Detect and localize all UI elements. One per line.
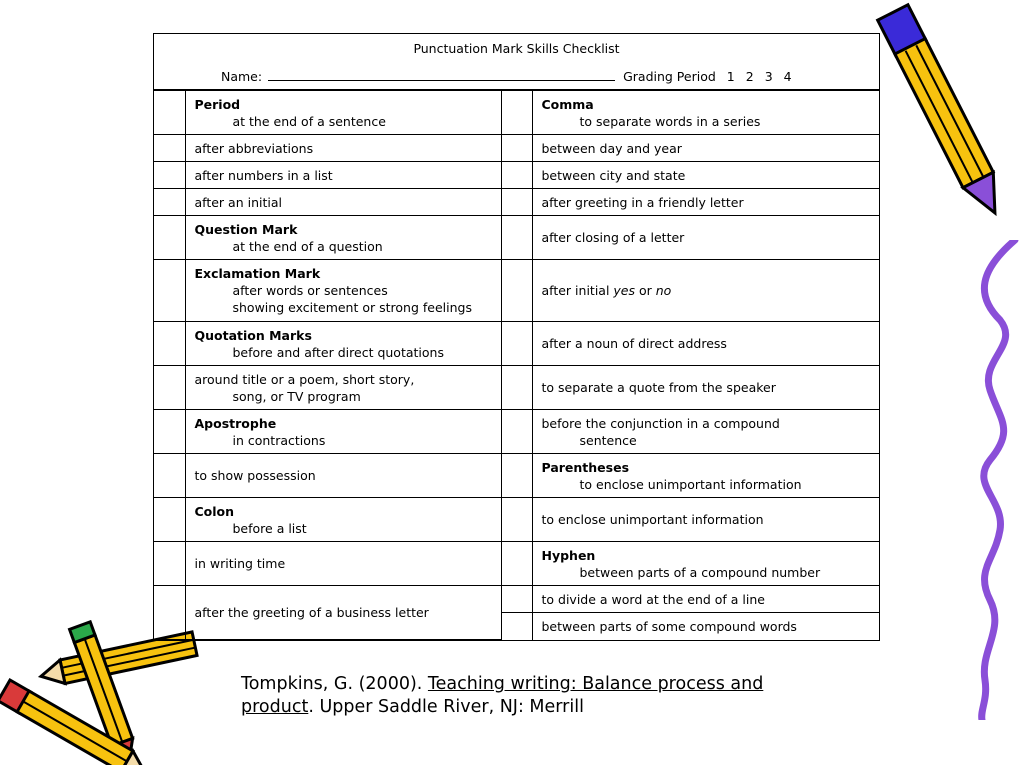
grading-label: Grading Period: [623, 69, 716, 84]
skill-cell: Question Mark at the end of a question: [185, 216, 501, 260]
table-row: [154, 162, 879, 189]
skill-cell: Hyphen between parts of a compound number: [532, 542, 879, 586]
citation-publisher: . Upper Saddle River, NJ: Merrill: [308, 697, 584, 717]
pencil-icon: [860, 0, 1010, 245]
checkbox[interactable]: [154, 498, 185, 542]
citation-title-2: product: [241, 697, 309, 717]
skill-cell: after greeting in a friendly letter: [532, 189, 879, 216]
checkbox[interactable]: [154, 586, 185, 640]
table-row: [154, 260, 879, 322]
name-line: [221, 69, 792, 84]
table-row: [154, 91, 879, 135]
citation-author: Tompkins, G. (2000).: [241, 674, 428, 694]
checkbox[interactable]: [501, 322, 532, 366]
skill-cell: after abbreviations: [185, 135, 501, 162]
skill-cell: to divide a word at the end of a line: [532, 586, 879, 613]
table-row: [154, 322, 879, 366]
skill-cell: before the conjunction in a compound sentence: [532, 410, 879, 454]
pencils-icon: [0, 620, 210, 765]
checkbox[interactable]: [154, 454, 185, 498]
skill-cell: Parentheses to enclose unimportant information: [532, 454, 879, 498]
skill-cell: to separate a quote from the speaker: [532, 366, 879, 410]
checkbox[interactable]: [501, 542, 532, 586]
skill-cell: to show possession: [185, 454, 501, 498]
checkbox[interactable]: [501, 410, 532, 454]
checkbox[interactable]: [154, 366, 185, 410]
checkbox[interactable]: [154, 162, 185, 189]
table-row: [154, 586, 879, 613]
table-row: [154, 454, 879, 498]
period-1[interactable]: 1: [726, 69, 735, 84]
skills-grid: [154, 90, 879, 640]
skill-cell: Apostrophe in contractions: [185, 410, 501, 454]
skill-cell: Quotation Marks before and after direct quotations: [185, 322, 501, 366]
checkbox[interactable]: [154, 322, 185, 366]
skill-cell: in writing time: [185, 542, 501, 586]
checkbox[interactable]: [501, 260, 532, 322]
skill-cell: after initial yes or no: [532, 260, 879, 322]
grading-periods: [716, 69, 792, 84]
table-row: [154, 189, 879, 216]
checkbox[interactable]: [501, 189, 532, 216]
checkbox[interactable]: [501, 498, 532, 542]
skill-cell: between city and state: [532, 162, 879, 189]
skill-cell: Exclamation Mark after words or sentences showing excitement or strong feelings: [185, 260, 501, 322]
checklist-table: [153, 33, 880, 641]
checkbox[interactable]: [154, 410, 185, 454]
skill-cell: after the greeting of a business letter: [185, 586, 501, 640]
table-row: [154, 410, 879, 454]
citation: [241, 673, 763, 719]
checkbox[interactable]: [501, 454, 532, 498]
checkbox[interactable]: [501, 162, 532, 189]
skill-cell: between parts of some compound words: [532, 613, 879, 640]
skill-cell: to enclose unimportant information: [532, 498, 879, 542]
checkbox[interactable]: [501, 91, 532, 135]
checkbox[interactable]: [154, 216, 185, 260]
checkbox[interactable]: [501, 135, 532, 162]
checkbox[interactable]: [154, 542, 185, 586]
skill-cell: between day and year: [532, 135, 879, 162]
skill-cell: Comma to separate words in a series: [532, 91, 879, 135]
skill-cell: after numbers in a list: [185, 162, 501, 189]
checkbox[interactable]: [154, 135, 185, 162]
skill-cell: after closing of a letter: [532, 216, 879, 260]
checkbox[interactable]: [501, 613, 532, 640]
table-row: [154, 542, 879, 586]
table-row: [154, 366, 879, 410]
table-row: [154, 498, 879, 542]
wavy-line-icon: [960, 240, 1024, 720]
checkbox[interactable]: [154, 260, 185, 322]
skill-cell: Period at the end of a sentence: [185, 91, 501, 135]
period-2[interactable]: 2: [745, 69, 754, 84]
checkbox[interactable]: [501, 216, 532, 260]
citation-title-1: Teaching writing: Balance process and: [427, 674, 764, 694]
skill-cell: Colon before a list: [185, 498, 501, 542]
checklist-header: [154, 34, 879, 90]
skill-cell: after an initial: [185, 189, 501, 216]
skill-cell: after a noun of direct address: [532, 322, 879, 366]
period-4[interactable]: 4: [783, 69, 792, 84]
checkbox[interactable]: [501, 366, 532, 410]
checkbox[interactable]: [501, 586, 532, 613]
name-blank[interactable]: [268, 69, 615, 81]
checklist-title: Punctuation Mark Skills Checklist: [413, 41, 620, 56]
name-label: Name:: [221, 69, 263, 84]
skill-cell: around title or a poem, short story, song, or TV program: [185, 366, 501, 410]
checkbox[interactable]: [154, 189, 185, 216]
table-row: [154, 216, 879, 260]
checkbox[interactable]: [154, 91, 185, 135]
table-row: [154, 135, 879, 162]
period-3[interactable]: 3: [764, 69, 773, 84]
